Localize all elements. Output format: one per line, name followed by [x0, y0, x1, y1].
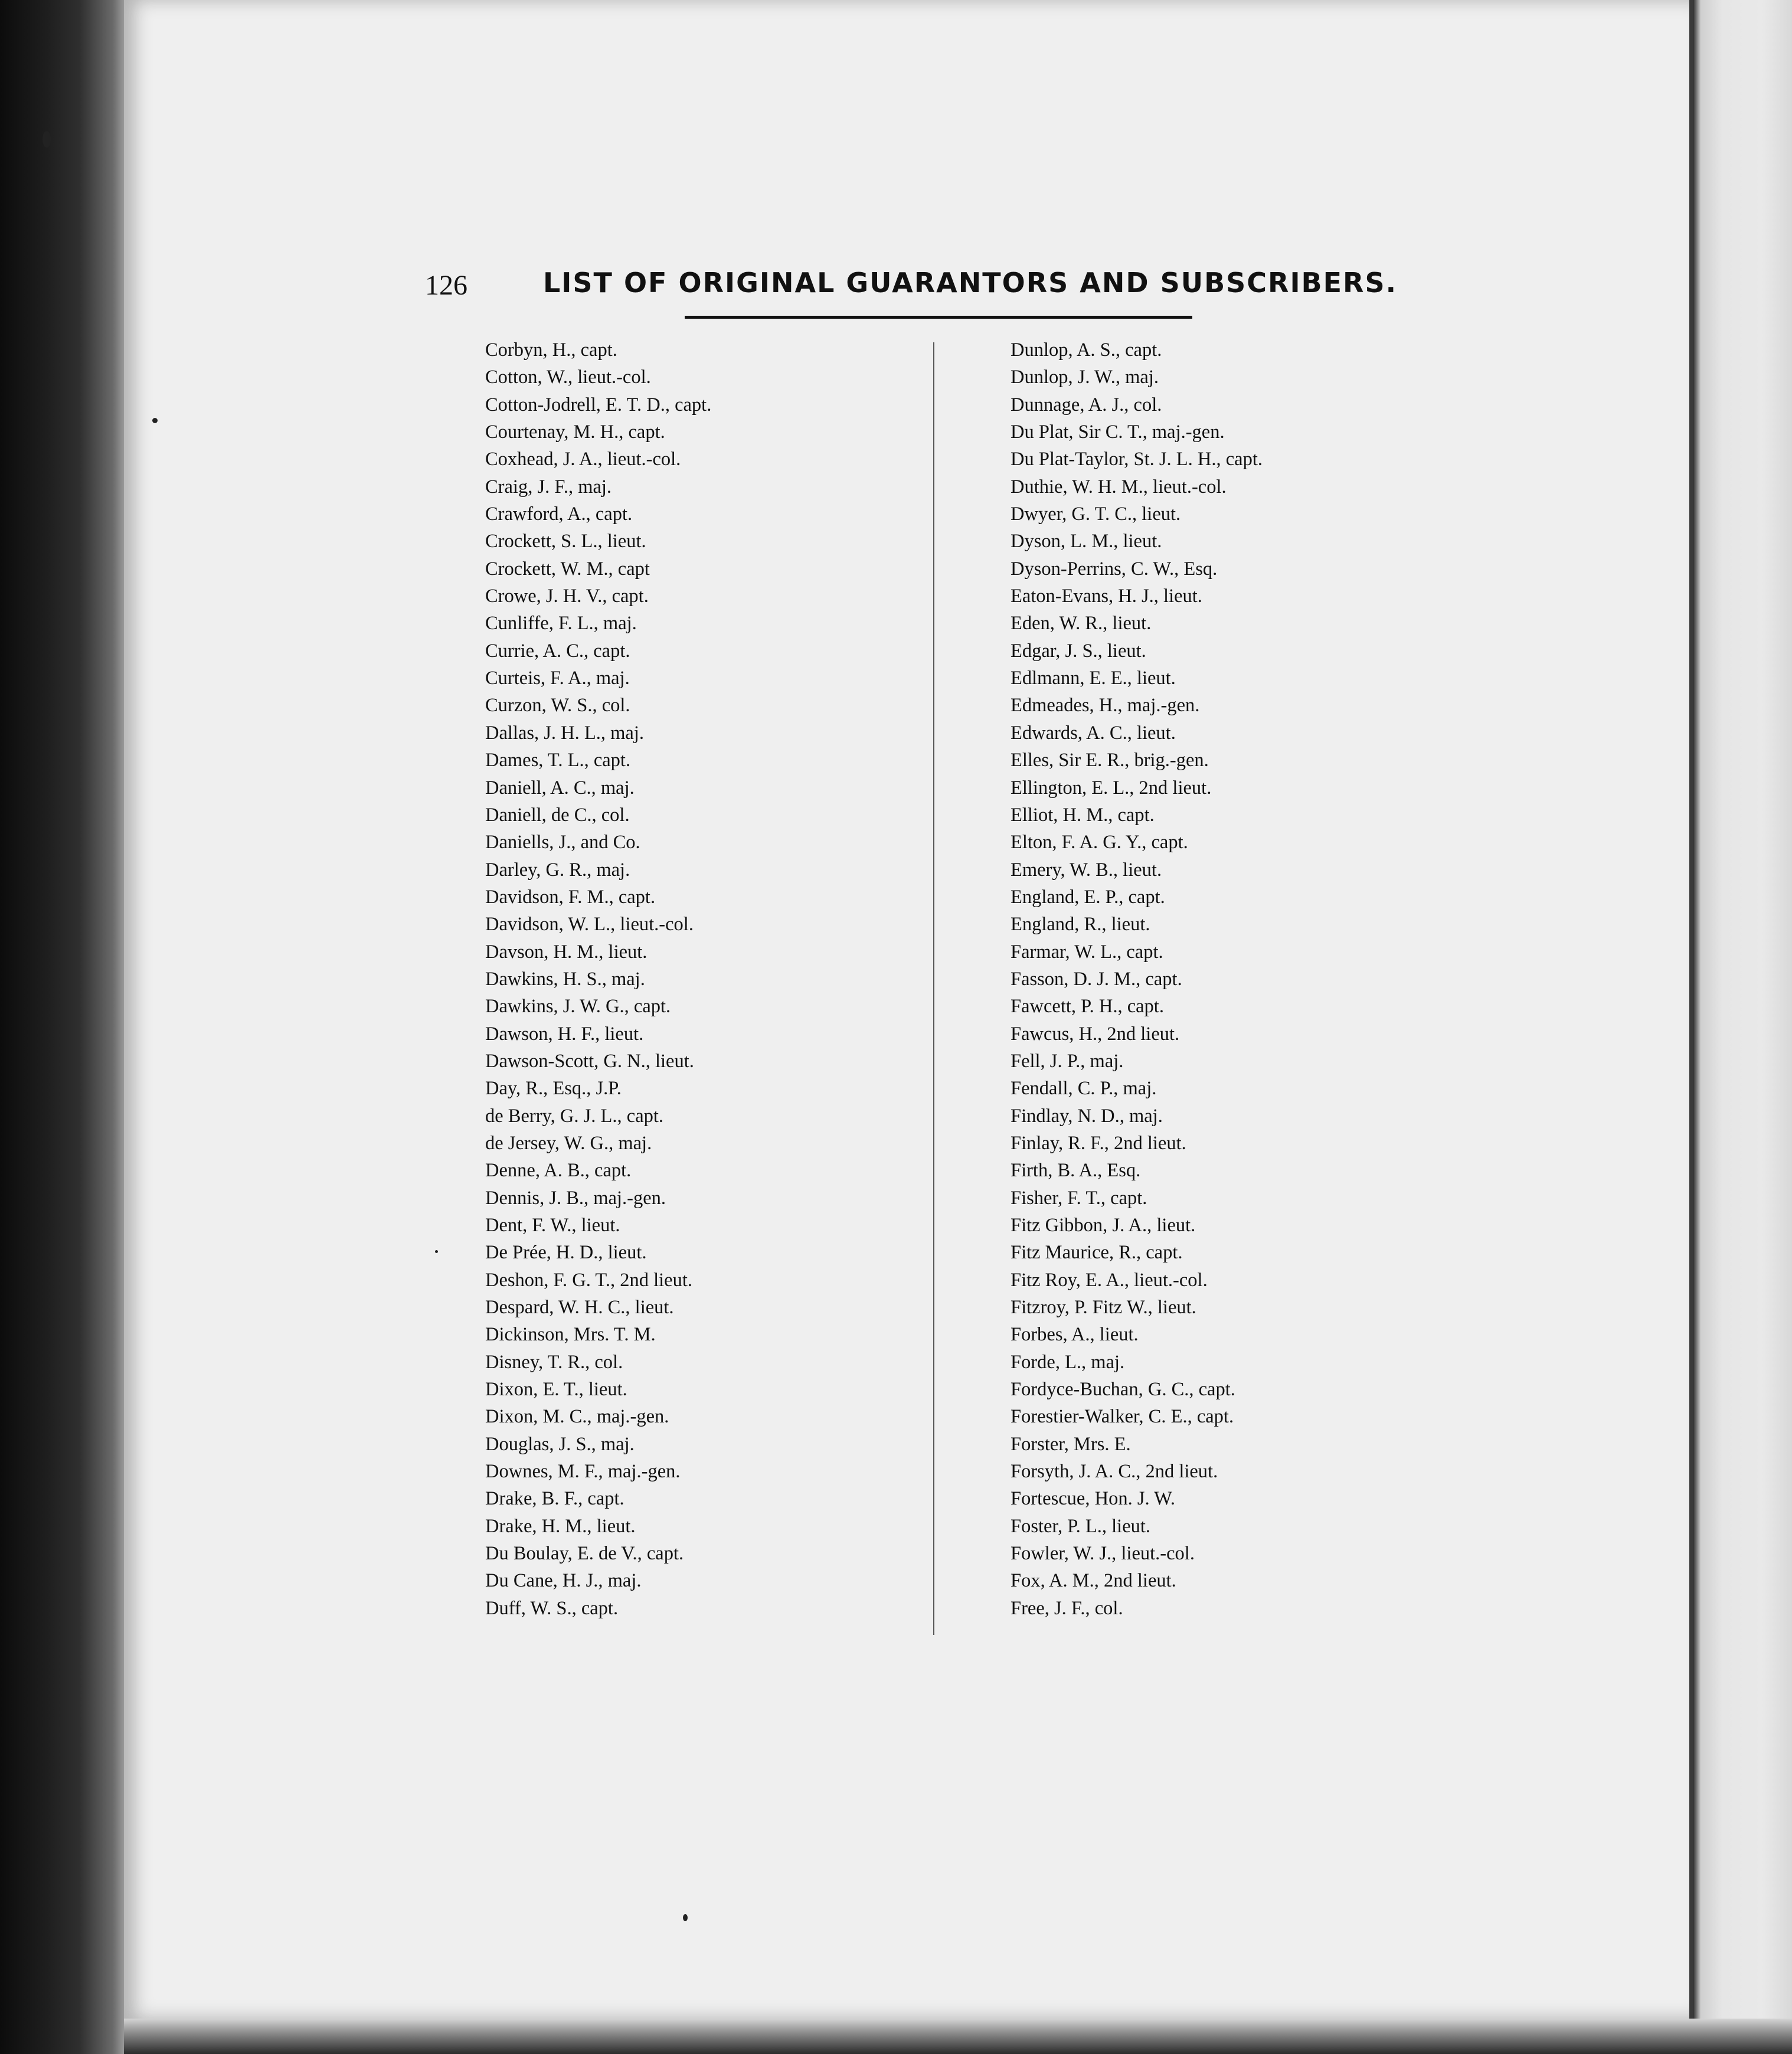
left-column-entry: Deshon, F. G. T., 2nd lieut. — [485, 1269, 692, 1291]
left-column-entry: de Jersey, W. G., maj. — [485, 1132, 652, 1154]
left-column-entry: Douglas, J. S., maj. — [485, 1433, 635, 1455]
right-column-entry: Ellington, E. L., 2nd lieut. — [1011, 777, 1212, 799]
left-column-entry: Dickinson, Mrs. T. M. — [485, 1324, 656, 1346]
right-column-entry: Dunlop, J. W., maj. — [1011, 367, 1159, 388]
left-column-entry: Curteis, F. A., maj. — [485, 668, 630, 689]
right-column-entry: Forbes, A., lieut. — [1011, 1324, 1139, 1346]
left-column-entry: Drake, H. M., lieut. — [485, 1515, 636, 1537]
left-column-entry: Du Boulay, E. de V., capt. — [485, 1543, 684, 1565]
right-column-entry: Eden, W. R., lieut. — [1011, 613, 1152, 634]
scan-speck — [42, 131, 51, 148]
left-column-entry: Dawson, H. F., lieut. — [485, 1023, 644, 1045]
right-column-entry: Fitz Roy, E. A., lieut.-col. — [1011, 1269, 1208, 1291]
left-column-entry: Dixon, E. T., lieut. — [485, 1379, 627, 1401]
book-binding-gutter — [0, 0, 133, 2054]
right-column-entry: Du Plat, Sir C. T., maj.-gen. — [1011, 421, 1225, 443]
right-column-entry: Forde, L., maj. — [1011, 1351, 1125, 1373]
right-column-entry: Fox, A. M., 2nd lieut. — [1011, 1570, 1176, 1592]
right-column-entry: Edlmann, E. E., lieut. — [1011, 668, 1176, 689]
right-column-entry: Findlay, N. D., maj. — [1011, 1105, 1163, 1127]
left-column-entry: Craig, J. F., maj. — [485, 476, 612, 498]
scan-speck — [435, 1250, 438, 1253]
left-column-entry: Cunliffe, F. L., maj. — [485, 613, 637, 634]
right-column-entry: Forestier-Walker, C. E., capt. — [1011, 1406, 1234, 1428]
right-column-entry: Duthie, W. H. M., lieut.-col. — [1011, 476, 1227, 498]
scan-speck — [152, 418, 158, 423]
right-column-entry: Free, J. F., col. — [1011, 1597, 1123, 1619]
left-column-entry: Davson, H. M., lieut. — [485, 941, 648, 963]
left-column-entry: Davidson, F. M., capt. — [485, 886, 656, 908]
page-bottom-edge — [124, 2019, 1792, 2054]
left-column-entry: Denne, A. B., capt. — [485, 1160, 632, 1182]
left-column-entry: Duff, W. S., capt. — [485, 1597, 619, 1619]
left-column-entry: Dawkins, J. W. G., capt. — [485, 996, 671, 1018]
left-column-entry: Curzon, W. S., col. — [485, 695, 630, 717]
right-column-entry: Du Plat-Taylor, St. J. L. H., capt. — [1011, 449, 1263, 470]
column-divider — [933, 342, 934, 1635]
right-column-entry: England, E. P., capt. — [1011, 886, 1165, 908]
right-column-entry: Dyson-Perrins, C. W., Esq. — [1011, 558, 1218, 580]
left-column-entry: Daniell, de C., col. — [485, 804, 630, 826]
left-column-entry: Crockett, S. L., lieut. — [485, 531, 646, 552]
right-column-entry: Fell, J. P., maj. — [1011, 1050, 1124, 1072]
right-column-entry: Fitzroy, P. Fitz W., lieut. — [1011, 1297, 1196, 1319]
right-column-entry: Emery, W. B., lieut. — [1011, 859, 1162, 881]
left-column-entry: Dames, T. L., capt. — [485, 750, 631, 771]
page-title: LIST OF ORIGINAL GUARANTORS AND SUBSCRIBERS. — [543, 267, 1398, 299]
right-column-entry: Forster, Mrs. E. — [1011, 1433, 1131, 1455]
right-column-entry: England, R., lieut. — [1011, 914, 1150, 936]
right-column-entry: Edmeades, H., maj.-gen. — [1011, 695, 1200, 717]
left-column-entry: Dennis, J. B., maj.-gen. — [485, 1187, 666, 1209]
left-column-entry: Despard, W. H. C., lieut. — [485, 1297, 674, 1319]
facing-page-edge — [1693, 0, 1792, 2054]
right-column-entry: Fitz Maurice, R., capt. — [1011, 1242, 1183, 1264]
left-column-entry: Dallas, J. H. L., maj. — [485, 722, 644, 744]
left-column-entry: De Prée, H. D., lieut. — [485, 1242, 647, 1264]
left-column-entry: Cotton-Jodrell, E. T. D., capt. — [485, 394, 712, 416]
left-column-entry: Crockett, W. M., capt — [485, 558, 650, 580]
left-column-entry: Disney, T. R., col. — [485, 1351, 623, 1373]
left-column-entry: Currie, A. C., capt. — [485, 640, 630, 662]
right-column-entry: Firth, B. A., Esq. — [1011, 1160, 1141, 1182]
left-column-entry: Daniells, J., and Co. — [485, 832, 640, 853]
left-column-entry: Day, R., Esq., J.P. — [485, 1078, 622, 1100]
subscriber-list-right-column — [1011, 336, 1435, 1622]
right-column-entry: Elles, Sir E. R., brig.-gen. — [1011, 750, 1209, 771]
right-column-entry: Dyson, L. M., lieut. — [1011, 531, 1162, 552]
right-column-entry: Elliot, H. M., capt. — [1011, 804, 1155, 826]
left-column-entry: Davidson, W. L., lieut.-col. — [485, 914, 694, 936]
right-column-entry: Farmar, W. L., capt. — [1011, 941, 1163, 963]
right-column-entry: Foster, P. L., lieut. — [1011, 1515, 1151, 1537]
right-column-entry: Fawcett, P. H., capt. — [1011, 996, 1164, 1018]
title-underline-rule — [685, 316, 1192, 319]
right-column-entry: Fisher, F. T., capt. — [1011, 1187, 1147, 1209]
right-column-entry: Fawcus, H., 2nd lieut. — [1011, 1023, 1180, 1045]
left-column-entry: Dawson-Scott, G. N., lieut. — [485, 1050, 694, 1072]
right-column-entry: Finlay, R. F., 2nd lieut. — [1011, 1132, 1186, 1154]
right-column-entry: Edwards, A. C., lieut. — [1011, 722, 1176, 744]
right-column-entry: Fowler, W. J., lieut.-col. — [1011, 1543, 1195, 1565]
left-column-entry: de Berry, G. J. L., capt. — [485, 1105, 664, 1127]
right-column-entry: Dunnage, A. J., col. — [1011, 394, 1162, 416]
left-column-entry: Corbyn, H., capt. — [485, 339, 617, 361]
right-column-entry: Eaton-Evans, H. J., lieut. — [1011, 586, 1202, 607]
left-column-entry: Courtenay, M. H., capt. — [485, 421, 665, 443]
left-column-entry: Dixon, M. C., maj.-gen. — [485, 1406, 669, 1428]
left-column-entry: Du Cane, H. J., maj. — [485, 1570, 642, 1592]
right-column-entry: Fortescue, Hon. J. W. — [1011, 1488, 1175, 1510]
subscriber-list-left-column — [485, 336, 910, 1622]
right-column-entry: Elton, F. A. G. Y., capt. — [1011, 832, 1188, 853]
left-column-entry: Coxhead, J. A., lieut.-col. — [485, 449, 681, 470]
left-column-entry: Dawkins, H. S., maj. — [485, 968, 645, 990]
left-column-entry: Crawford, A., capt. — [485, 503, 633, 525]
right-column-entry: Fitz Gibbon, J. A., lieut. — [1011, 1215, 1196, 1236]
scan-speck — [683, 1914, 688, 1921]
left-column-entry: Drake, B. F., capt. — [485, 1488, 624, 1510]
left-column-entry: Cotton, W., lieut.-col. — [485, 367, 651, 388]
running-head — [425, 267, 1398, 314]
left-column-entry: Daniell, A. C., maj. — [485, 777, 635, 799]
right-column-entry: Edgar, J. S., lieut. — [1011, 640, 1146, 662]
right-column-entry: Forsyth, J. A. C., 2nd lieut. — [1011, 1461, 1218, 1483]
page-number: 126 — [425, 270, 467, 301]
right-column-entry: Fasson, D. J. M., capt. — [1011, 968, 1182, 990]
right-column-entry: Dunlop, A. S., capt. — [1011, 339, 1162, 361]
left-column-entry: Darley, G. R., maj. — [485, 859, 630, 881]
right-column-entry: Fordyce-Buchan, G. C., capt. — [1011, 1379, 1235, 1401]
right-column-entry: Fendall, C. P., maj. — [1011, 1078, 1157, 1100]
left-column-entry: Crowe, J. H. V., capt. — [485, 586, 649, 607]
right-column-entry: Dwyer, G. T. C., lieut. — [1011, 503, 1181, 525]
left-column-entry: Downes, M. F., maj.-gen. — [485, 1461, 681, 1483]
left-column-entry: Dent, F. W., lieut. — [485, 1215, 620, 1236]
